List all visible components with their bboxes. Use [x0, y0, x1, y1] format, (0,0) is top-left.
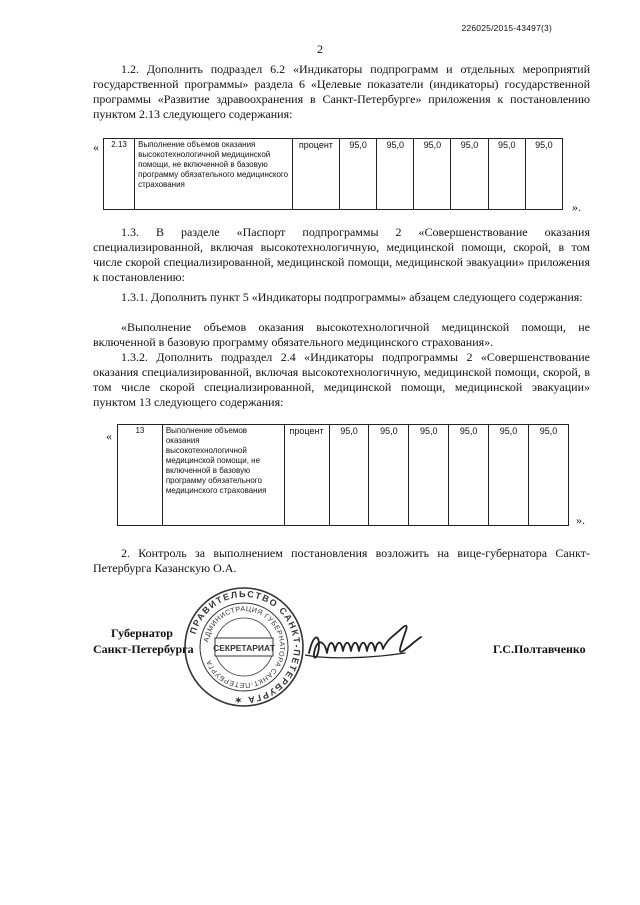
- table2-close-quote: ».: [576, 513, 585, 527]
- signatory-title-1: Губернатор: [111, 626, 173, 640]
- table-cell-value: 95,0: [414, 139, 451, 210]
- svg-text:СЕКРЕТАРИАТ: СЕКРЕТАРИАТ: [213, 643, 275, 653]
- document-number: 226025/2015-43497(3): [461, 23, 552, 33]
- paragraph-quote: «Выполнение объемов оказания высокотехнологичной медицинской помощи, не включенной в базовую программу обязательного медицинского страхования».: [93, 320, 590, 349]
- signatory-title-2: Санкт-Петербурга: [93, 642, 194, 656]
- handwritten-signature: [305, 615, 425, 675]
- indicator-table-13: [117, 424, 569, 526]
- table-cell-value: 95,0: [529, 425, 569, 526]
- paragraph-2: 2. Контроль за выполнением постановления возложить на вице-губернатора Санкт-Петербурга Казанскую О.А.: [93, 546, 590, 575]
- table-row: [104, 139, 563, 210]
- page-number: 2: [317, 42, 323, 56]
- paragraph-1-3-2: 1.3.2. Дополнить подраздел 2.4 «Индикаторы подпрограммы 2 «Совершенствование оказания специализированной, включая высокотехнологичную, медицинской помощи, скорой, в том числе скорой специализированной, медицинской помощи, медицинской эвакуации» пунктом 13 следующего содержания:: [93, 350, 590, 409]
- table-cell-unit: процент: [284, 425, 329, 526]
- paragraph-1-3-1: 1.3.1. Дополнить пункт 5 «Индикаторы подпрограммы» абзацем следующего содержания:: [121, 290, 583, 304]
- svg-text:АДМИНИСТРАЦИЯ ГУБЕРНАТОРА САНК: АДМИНИСТРАЦИЯ ГУБЕРНАТОРА САНКТ-ПЕТЕРБУРГА: [203, 605, 286, 689]
- table-cell-value: 95,0: [451, 139, 488, 210]
- table-cell-unit: процент: [292, 139, 339, 210]
- official-seal-stamp: [182, 585, 306, 709]
- table1-open-quote: «: [93, 140, 99, 154]
- table-cell-value: 95,0: [377, 139, 414, 210]
- table-cell-value: 95,0: [409, 425, 449, 526]
- table-cell-value: 95,0: [488, 139, 525, 210]
- table2-open-quote: «: [106, 429, 112, 443]
- table-row: [118, 425, 569, 526]
- indicator-table-2-13: [103, 138, 563, 210]
- table-cell-number: 2.13: [104, 139, 135, 210]
- signatory-name: Г.С.Полтавченко: [493, 642, 586, 656]
- table-cell-description: Выполнение объемов оказания высокотехнологичной медицинской помощи, не включенной в базовую программу обязательного медицинского страхования: [162, 425, 284, 526]
- paragraph-1-2: 1.2. Дополнить подраздел 6.2 «Индикаторы подпрограмм и отдельных мероприятий государственной программы» раздела 6 «Целевые показатели (индикаторы) государственной программы «Развитие здравоохранения в Санкт-Петербурге» приложения к постановлению пунктом 2.13 следующего содержания:: [93, 62, 590, 121]
- table-cell-value: 95,0: [329, 425, 369, 526]
- table-cell-value: 95,0: [489, 425, 529, 526]
- table-cell-value: 95,0: [340, 139, 377, 210]
- table-cell-value: 95,0: [449, 425, 489, 526]
- table1-close-quote: ».: [572, 200, 581, 214]
- paragraph-1-3: 1.3. В разделе «Паспорт подпрограммы 2 «Совершенствование оказания специализированной, включая высокотехнологичную, медицинской помощи, скорой, в том числе скорой специализированной, медицинской помощи, медицинской эвакуации» приложения к постановлению:: [93, 225, 590, 284]
- table-cell-value: 95,0: [525, 139, 562, 210]
- table-cell-number: 13: [118, 425, 163, 526]
- table-cell-description: Выполнение объемов оказания высокотехнологичной медицинской помощи, не включенной в базовую программу обязательного медицинского страхования: [135, 139, 293, 210]
- svg-text:ПРАВИТЕЛЬСТВО САНКТ-ПЕТЕРБУРГА: ПРАВИТЕЛЬСТВО САНКТ-ПЕТЕРБУРГА ✶: [187, 588, 303, 706]
- table-cell-value: 95,0: [369, 425, 409, 526]
